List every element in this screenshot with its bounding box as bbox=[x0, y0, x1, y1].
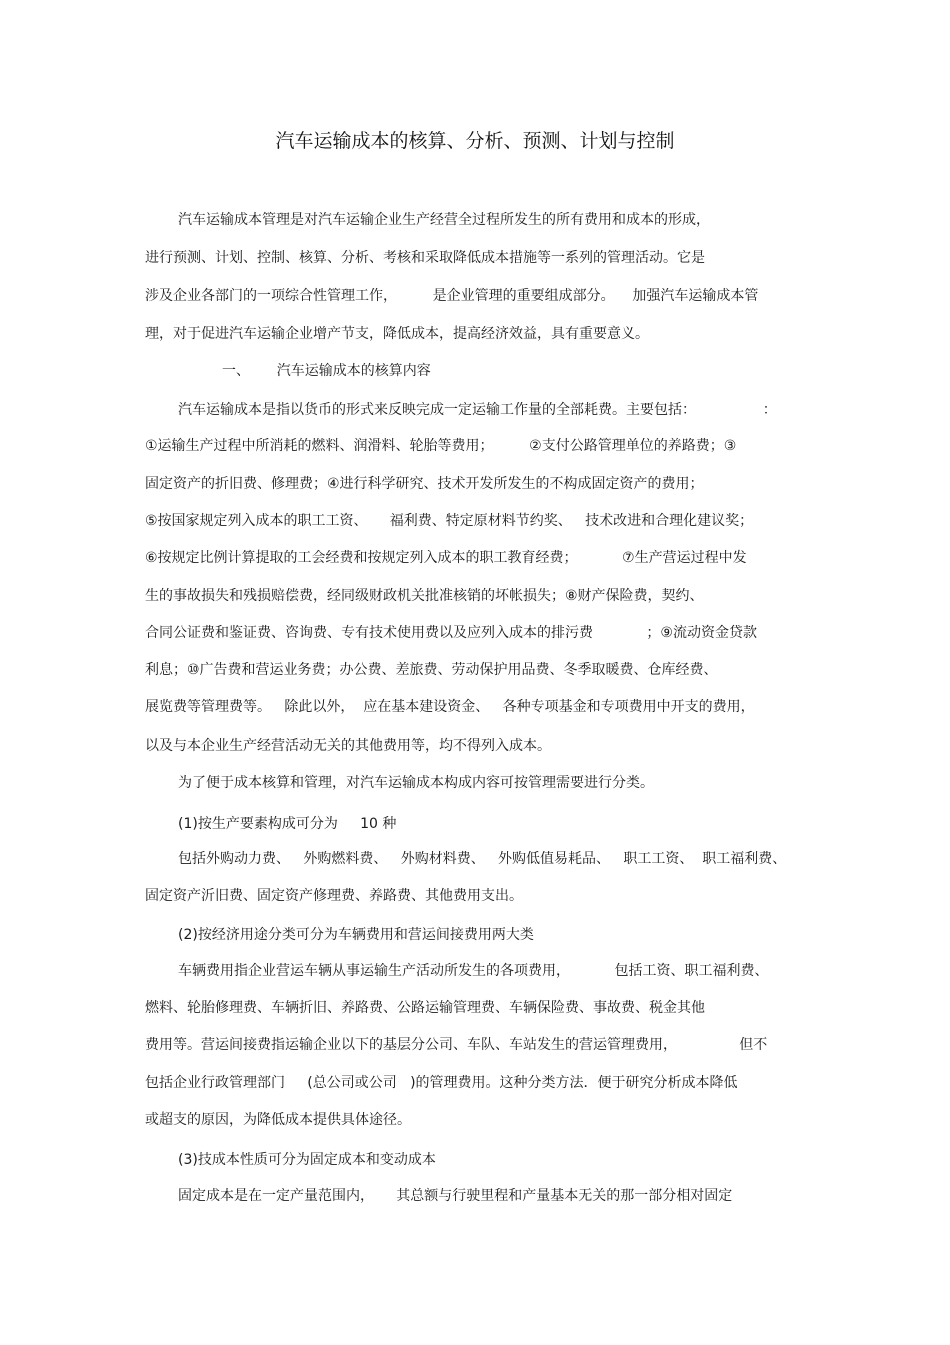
text-line: 固定成本是在一定产量范围内， 其总额与行驶里程和产量基本无关的那一部分相对固定 bbox=[178, 1188, 733, 1204]
text-line: 理，对于促进汽车运输企业增产节支，降低成本，提高经济效益，具有重要意义。 bbox=[145, 326, 649, 342]
text-line: 或超支的原因，为降低成本提供具体途径。 bbox=[145, 1112, 411, 1128]
text-line: 汽车运输成本是指以货币的形式来反映完成一定运输工作量的全部耗费。主要包括： ： bbox=[178, 402, 777, 418]
text-line: 为了便于成本核算和管理，对汽车运输成本构成内容可按管理需要进行分类。 bbox=[178, 775, 654, 791]
text-line: 利息；⑩广告费和营运业务费；办公费、差旅费、劳动保护用品费、冬季取暖费、仓库经费、 bbox=[145, 662, 718, 678]
text-line: 费用等。营运间接费指运输企业以下的基层分公司、车队、车站发生的营运管理费用， 但不 bbox=[145, 1037, 768, 1053]
subsection-heading: (2)按经济用途分类可分为车辆费用和营运间接费用两大类 bbox=[178, 927, 534, 943]
section-heading: 一、 汽车运输成本的核算内容 bbox=[222, 363, 431, 379]
text-line: ①运输生产过程中所消耗的燃料、润滑料、轮胎等费用； ②支付公路管理单位的养路费；③ bbox=[145, 438, 737, 454]
text-line: 展览费等管理费等。 除此以外， 应在基本建设资金、 各种专项基金和专项费用中开支的费用， bbox=[145, 699, 755, 715]
text-line: 汽车运输成本管理是对汽车运输企业生产经营全过程所发生的所有费用和成本的形成， bbox=[178, 212, 710, 228]
text-line: 车辆费用指企业营运车辆从事运输生产活动所发生的各项费用， 包括工资、职工福利费、 bbox=[178, 963, 769, 979]
text-line: 包括企业行政管理部门 (总公司或公司 )的管理费用。这种分类方法．便于研究分析成本降低 bbox=[145, 1075, 738, 1091]
subsection-heading: (1)按生产要素构成可分为 10 种 bbox=[178, 816, 397, 832]
document-title: 汽车运输成本的核算、分析、预测、计划与控制 bbox=[275, 130, 675, 152]
text-line: ⑤按国家规定列入成本的职工工资、 福利费、特定原材料节约奖、 技术改进和合理化建议奖； bbox=[145, 513, 754, 529]
text-line: 固定资产的折旧费、修理费；④进行科学研究、技术开发所发生的不构成固定资产的费用； bbox=[145, 476, 704, 492]
text-line: 涉及企业各部门的一项综合性管理工作， 是企业管理的重要组成部分。 加强汽车运输成本管 bbox=[145, 288, 759, 304]
text-line: 合同公证费和鉴证费、咨询费、专有技术使用费以及应列入成本的排污费 ；⑨流动资金贷款 bbox=[145, 625, 757, 641]
text-line: 生的事故损失和残损赔偿费，经同级财政机关批准核销的坏帐损失；⑧财产保险费，契约、 bbox=[145, 588, 704, 604]
text-line: 包括外购动力费、 外购燃料费、 外购材料费、 外购低值易耗品、 职工工资、 职工福利费、 bbox=[178, 851, 787, 867]
text-line: 固定资产沂旧费、固定资产修理费、养路费、其他费用支出。 bbox=[145, 888, 523, 904]
text-line: ⑥按规定比例计算提取的工会经费和按规定列入成本的职工教育经费； ⑦生产营运过程中发 bbox=[145, 550, 747, 566]
subsection-heading: (3)技成本性质可分为固定成本和变动成本 bbox=[178, 1152, 436, 1168]
text-line: 燃料、轮胎修理费、车辆折旧、养路费、公路运输管理费、车辆保险费、事故费、税金其他 bbox=[145, 1000, 705, 1016]
text-line: 进行预测、计划、控制、核算、分析、考核和采取降低成本措施等一系列的管理活动。它是 bbox=[145, 250, 705, 266]
text-line: 以及与本企业生产经营活动无关的其他费用等，均不得列入成本。 bbox=[145, 738, 551, 754]
